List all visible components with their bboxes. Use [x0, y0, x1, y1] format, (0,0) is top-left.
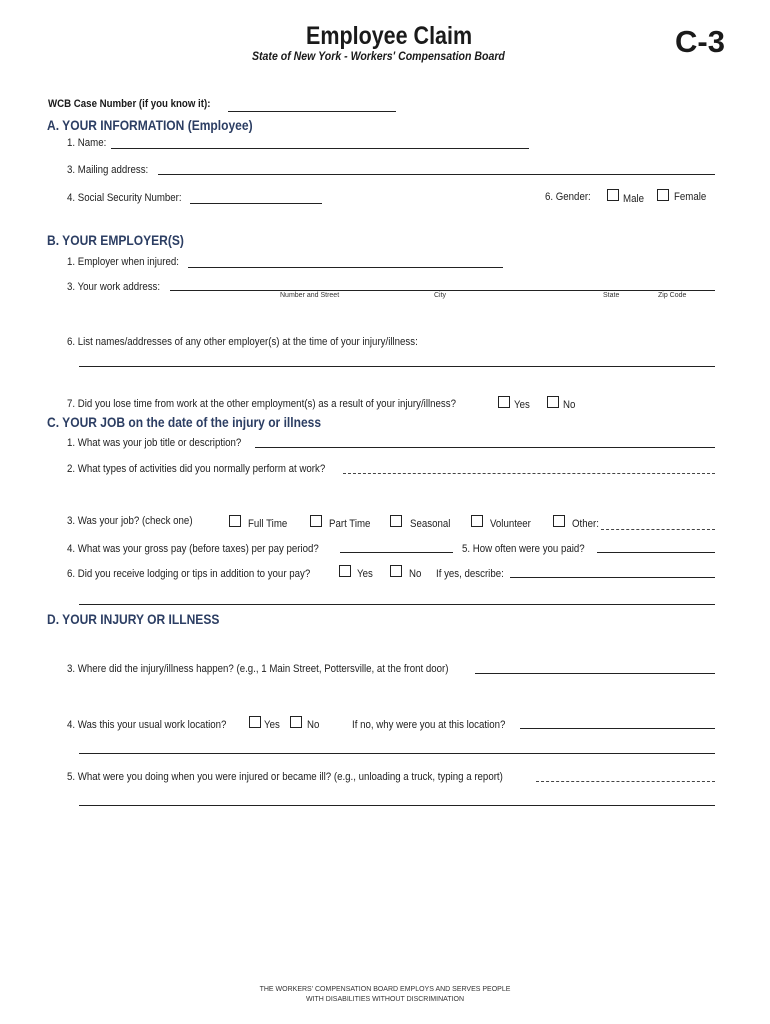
lose-time-yes-label: Yes	[514, 399, 530, 411]
lodging-label: 6. Did you receive lodging or tips in addition to your pay?	[67, 568, 311, 580]
volunteer-checkbox[interactable]	[471, 515, 483, 527]
lodging-no-label: No	[409, 568, 422, 580]
form-title: Employee Claim	[306, 22, 473, 50]
full-time-label: Full Time	[248, 518, 288, 530]
name-field[interactable]	[111, 148, 529, 149]
part-time-label: Part Time	[329, 518, 371, 530]
usual-location-label: 4. Was this your usual work location?	[67, 719, 227, 731]
work-address-field[interactable]	[170, 290, 715, 291]
female-label: Female	[674, 191, 707, 203]
employer-label: 1. Employer when injured:	[67, 256, 179, 268]
activities-label: 2. What types of activities did you normally perform at work?	[67, 463, 326, 475]
how-often-label: 5. How often were you paid?	[462, 543, 585, 555]
lose-time-no-label: No	[563, 399, 576, 411]
zip-sublabel: Zip Code	[658, 292, 687, 299]
how-often-field[interactable]	[597, 552, 715, 553]
where-field[interactable]	[475, 673, 715, 674]
lodging-yes-label: Yes	[357, 568, 373, 580]
why-field[interactable]	[520, 728, 715, 729]
gross-pay-field[interactable]	[340, 552, 453, 553]
volunteer-label: Volunteer	[490, 518, 531, 530]
doing-field[interactable]	[536, 781, 715, 782]
why-label: If no, why were you at this location?	[352, 719, 506, 731]
mailing-address-field[interactable]	[158, 174, 715, 175]
case-number-label: WCB Case Number (if you know it):	[48, 98, 211, 110]
form-number: C-3	[675, 24, 725, 59]
lose-time-no-checkbox[interactable]	[547, 396, 559, 408]
doing-label: 5. What were you doing when you were injured or became ill? (e.g., unloading a truck, typing a report)	[67, 771, 503, 783]
describe-field[interactable]	[510, 577, 715, 578]
state-sublabel: State	[603, 292, 620, 299]
usual-location-yes-checkbox[interactable]	[249, 716, 261, 728]
ssn-label: 4. Social Security Number:	[67, 192, 182, 204]
male-label: Male	[623, 193, 644, 205]
part-time-checkbox[interactable]	[310, 515, 322, 527]
job-title-field[interactable]	[255, 447, 715, 448]
gender-label: 6. Gender:	[545, 191, 591, 203]
section-b-heading: B. YOUR EMPLOYER(S)	[47, 232, 184, 248]
doing-field-line2[interactable]	[79, 805, 715, 806]
other-employers-field[interactable]	[79, 366, 715, 367]
lodging-yes-checkbox[interactable]	[339, 565, 351, 577]
activities-field[interactable]	[343, 473, 715, 474]
other-label: Other:	[572, 518, 599, 530]
section-d-heading: D. YOUR INJURY OR ILLNESS	[47, 611, 220, 627]
describe-field-line2[interactable]	[79, 604, 715, 605]
other-employers-label: 6. List names/addresses of any other employer(s) at the time of your injury/illness:	[67, 336, 418, 348]
seasonal-label: Seasonal	[410, 518, 451, 530]
male-checkbox[interactable]	[607, 189, 619, 201]
ssn-field[interactable]	[190, 203, 322, 204]
work-address-label: 3. Your work address:	[67, 281, 161, 293]
seasonal-checkbox[interactable]	[390, 515, 402, 527]
describe-label: If yes, describe:	[436, 568, 504, 580]
other-checkbox[interactable]	[553, 515, 565, 527]
gross-pay-label: 4. What was your gross pay (before taxes) per pay period?	[67, 543, 319, 555]
job-type-label: 3. Was your job? (check one)	[67, 515, 193, 527]
case-number-field[interactable]	[228, 111, 396, 112]
why-field-line2[interactable]	[79, 753, 715, 754]
footer-notice	[235, 985, 535, 1005]
section-c-heading: C. YOUR JOB on the date of the injury or illness	[47, 414, 322, 430]
job-title-label: 1. What was your job title or description?	[67, 437, 242, 449]
form-subtitle: State of New York - Workers' Compensation Board	[252, 49, 505, 63]
city-sublabel: City	[434, 292, 447, 299]
usual-location-yes-label: Yes	[264, 719, 280, 731]
section-a-heading: A. YOUR INFORMATION (Employee)	[47, 117, 253, 133]
usual-location-no-label: No	[307, 719, 320, 731]
lose-time-yes-checkbox[interactable]	[498, 396, 510, 408]
footer-line-1: THE WORKERS' COMPENSATION BOARD EMPLOYS AND SERVES PEOPLE	[259, 986, 511, 993]
where-label: 3. Where did the injury/illness happen? (e.g., 1 Main Street, Pottersville, at the front door)	[67, 663, 449, 675]
street-sublabel: Number and Street	[280, 292, 340, 299]
other-field[interactable]	[601, 529, 715, 530]
lose-time-label: 7. Did you lose time from work at the other employment(s) as a result of your injury/illness?	[67, 398, 456, 410]
footer-line-2: WITH DISABILITIES WITHOUT DISCRIMINATION	[305, 996, 465, 1003]
employer-field[interactable]	[188, 267, 503, 268]
usual-location-no-checkbox[interactable]	[290, 716, 302, 728]
lodging-no-checkbox[interactable]	[390, 565, 402, 577]
full-time-checkbox[interactable]	[229, 515, 241, 527]
mailing-address-label: 3. Mailing address:	[67, 164, 149, 176]
female-checkbox[interactable]	[657, 189, 669, 201]
name-label: 1. Name:	[67, 137, 107, 149]
